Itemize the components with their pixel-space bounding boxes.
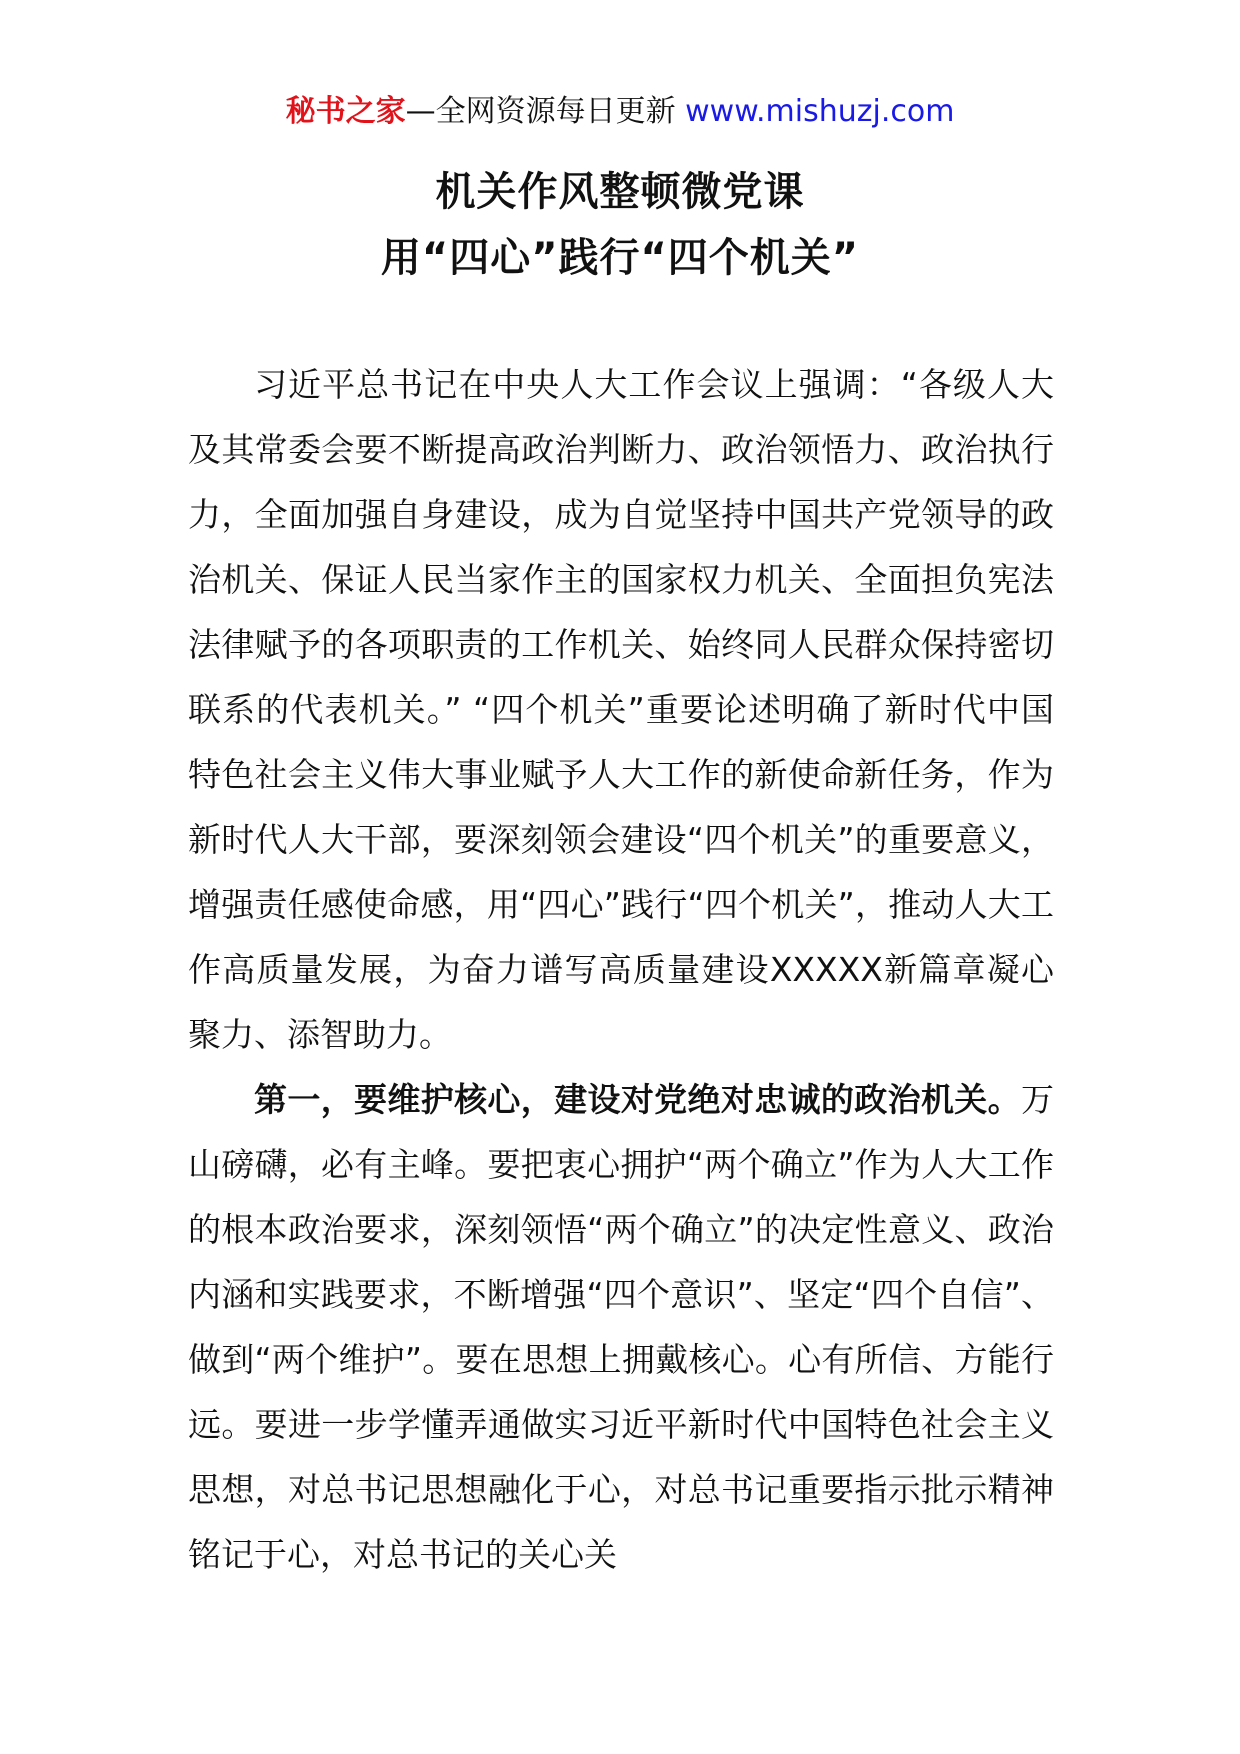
paragraph-text: 习近平总书记在中央人大工作会议上强调：“各级人大及其常委会要不断提高政治判断力、政治领悟力、政治执行力，全面加强自身建设，成为自觉坚持中国共产党领导的政治机关、保证人民当家作主的国家权力机关、全面担负宪法法律赋予的各项职责的工作机关、始终同人民群众保持密切联系的代表机关。” “四个机关”重要论述明确了新时代中国特色社会主义伟大事业赋予人大工作的新使命新任务，作为新时代人大干部，要深刻领会建设“四个机关”的重要意义，增强责任感使命感，用“四心”践行“四个机关”，推动人大工作高质量发展，为奋力谱写高质量建设XXXXX新篇章凝心聚力、添智助力。 — [188, 365, 1054, 1054]
paragraph-lead: 第一，要维护核心，建设对党绝对忠诚的政治机关。 — [254, 1080, 1021, 1119]
site-url-link[interactable]: www.mishuzj.com — [685, 94, 955, 129]
document-body — [188, 352, 1054, 1587]
paragraph-intro — [188, 352, 1054, 1067]
brand-name: 秘书之家 — [285, 94, 406, 129]
header-separator: — — [405, 94, 436, 129]
header-tagline: 全网资源每日更新 — [435, 94, 676, 129]
document-subtitle: 用“四心”践行“四个机关” — [380, 235, 860, 281]
paragraph-text: 万山磅礴，必有主峰。要把衷心拥护“两个确立”作为人大工作的根本政治要求，深刻领悟“两个确立”的决定性意义、政治内涵和实践要求，不断增强“四个意识”、坚定“四个自信”、做到“两个维护”。要在思想上拥戴核心。心有所信、方能行远。要进一步学懂弄通做实习近平新时代中国特色社会主义思想，对总书记思想融化于心，对总书记重要指示批示精神铭记于心，对总书记的关心关 — [188, 1080, 1054, 1574]
paragraph-first-point — [188, 1067, 1054, 1587]
document-title: 机关作风整顿微党课 — [435, 169, 805, 215]
site-header — [0, 92, 1240, 132]
